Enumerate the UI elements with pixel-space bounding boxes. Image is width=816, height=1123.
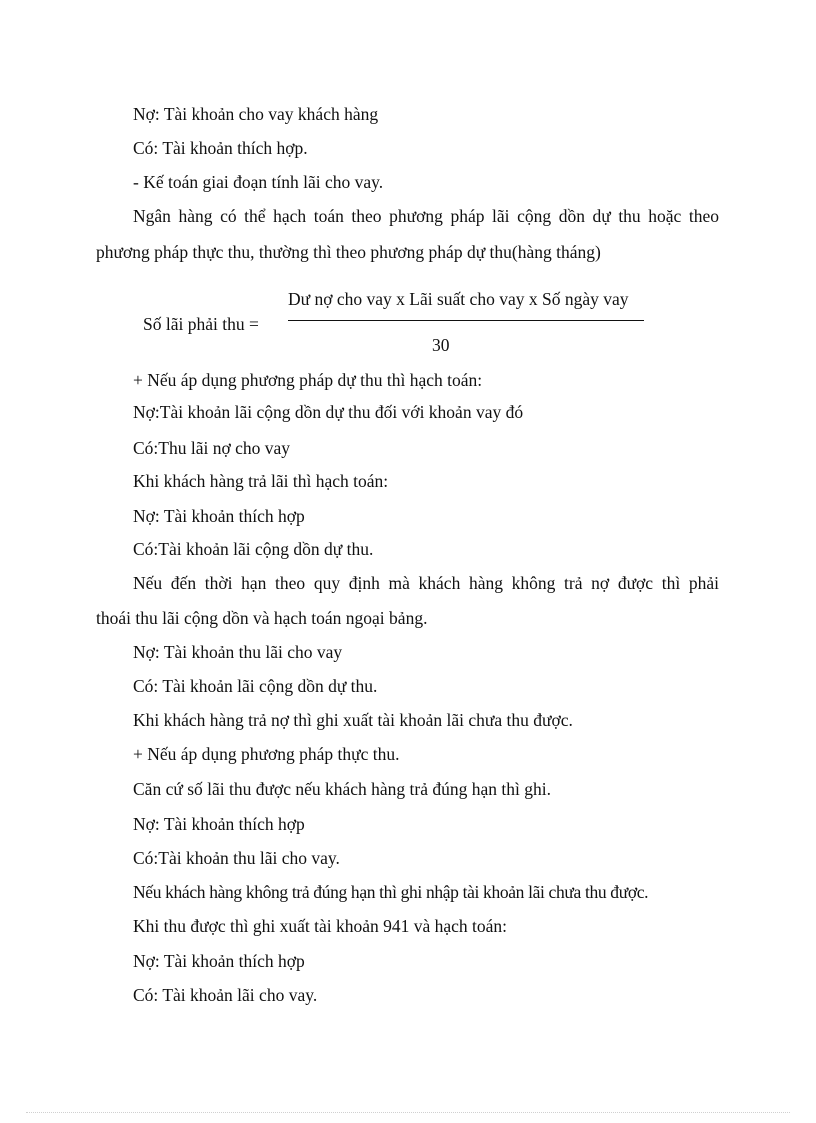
fraction-bar <box>288 320 644 321</box>
text-line: phương pháp thực thu, thường thì theo phương pháp dự thu(hàng tháng) <box>96 242 601 262</box>
page-footer-divider <box>26 1112 790 1113</box>
formula-denominator: 30 <box>432 335 450 355</box>
text-line: - Kế toán giai đoạn tính lãi cho vay. <box>133 172 384 192</box>
text-line: Nợ: Tài khoản thu lãi cho vay <box>133 642 343 662</box>
text-line: Khi thu được thì ghi xuất tài khoản 941 và hạch toán: <box>133 916 508 936</box>
text-line: Có: Tài khoản lãi cộng dồn dự thu. <box>133 676 378 696</box>
text-line: Có:Thu lãi nợ cho vay <box>133 438 291 458</box>
text-line: + Nếu áp dụng phương pháp dự thu thì hạch toán: <box>133 370 483 390</box>
formula-numerator: Dư nợ cho vay x Lãi suất cho vay x Số ngày vay <box>288 289 629 309</box>
text-line: Có:Tài khoản thu lãi cho vay. <box>133 848 340 868</box>
text-line: Nợ: Tài khoản thích hợp <box>133 951 305 971</box>
text-line: Căn cứ số lãi thu được nếu khách hàng trả đúng hạn thì ghi. <box>133 779 551 799</box>
formula-label: Số lãi phải thu = <box>143 314 259 334</box>
text-line: Khi khách hàng trả nợ thì ghi xuất tài khoản lãi chưa thu được. <box>133 710 573 730</box>
paragraph-line: Ngân hàng có thể hạch toán theo phương pháp lãi cộng dồn dự thu hoặc theo <box>133 206 719 226</box>
text-line: Nợ:Tài khoản lãi cộng dồn dự thu đối với khoản vay đó <box>133 402 524 422</box>
text-line: Có: Tài khoản lãi cho vay. <box>133 985 318 1005</box>
text-line: + Nếu áp dụng phương pháp thực thu. <box>133 744 400 764</box>
paragraph-line: Nếu đến thời hạn theo quy định mà khách hàng không trả nợ được thì phải <box>133 573 719 593</box>
text-line: Nợ: Tài khoản cho vay khách hàng <box>133 104 379 124</box>
text-line: Nợ: Tài khoản thích hợp <box>133 506 305 526</box>
text-line: Nợ: Tài khoản thích hợp <box>133 814 305 834</box>
text-line: Có:Tài khoản lãi cộng dồn dự thu. <box>133 539 374 559</box>
text-line: thoái thu lãi cộng dồn và hạch toán ngoại bảng. <box>96 608 428 628</box>
text-line: Khi khách hàng trả lãi thì hạch toán: <box>133 471 389 491</box>
text-line: Nếu khách hàng không trả đúng hạn thì ghi nhập tài khoản lãi chưa thu được. <box>133 882 649 902</box>
text-line: Có: Tài khoản thích hợp. <box>133 138 308 158</box>
